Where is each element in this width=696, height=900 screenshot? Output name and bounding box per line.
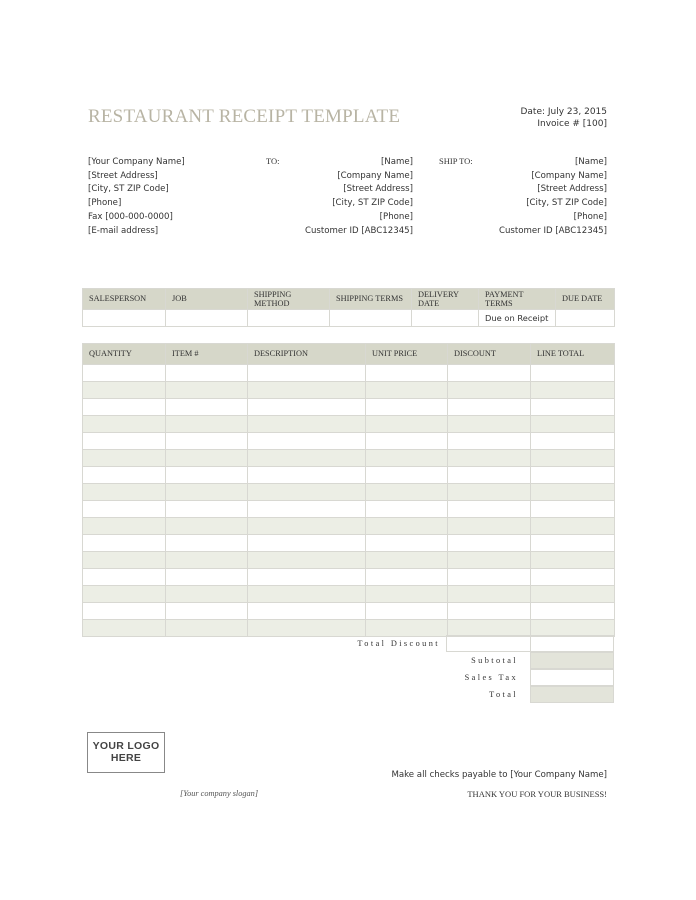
- to-line: Customer ID [ABC12345]: [304, 225, 413, 236]
- item-cell[interactable]: [366, 569, 448, 586]
- item-cell[interactable]: [166, 450, 248, 467]
- terms-cell[interactable]: [412, 310, 479, 327]
- item-cell[interactable]: [448, 399, 531, 416]
- to-line: [Phone]: [379, 211, 413, 222]
- terms-header: JOB: [166, 289, 248, 310]
- item-cell[interactable]: [83, 484, 166, 501]
- items-header: ITEM #: [166, 344, 248, 365]
- total-discount-label: Total Discount: [357, 639, 440, 648]
- item-cell[interactable]: [448, 569, 531, 586]
- item-cell[interactable]: [531, 365, 615, 382]
- item-cell[interactable]: [166, 569, 248, 586]
- sender-line: [City, ST ZIP Code]: [88, 184, 169, 195]
- item-cell[interactable]: [448, 484, 531, 501]
- item-cell[interactable]: [166, 535, 248, 552]
- thank-you-note: THANK YOU FOR YOUR BUSINESS!: [467, 789, 607, 799]
- item-cell[interactable]: [83, 450, 166, 467]
- item-cell[interactable]: [166, 501, 248, 518]
- item-cell[interactable]: [166, 433, 248, 450]
- total-discount-line-field[interactable]: [530, 635, 614, 652]
- subtotal-label: Subtotal: [471, 656, 518, 665]
- items-header: QUANTITY: [83, 344, 166, 365]
- terms-cell[interactable]: [556, 310, 615, 327]
- item-cell[interactable]: [531, 552, 615, 569]
- sender-line: [Phone]: [88, 198, 122, 209]
- item-cell[interactable]: [83, 620, 166, 637]
- total-discount-row: [82, 635, 614, 652]
- item-cell[interactable]: [166, 603, 248, 620]
- sender-address: [88, 156, 185, 238]
- item-cell[interactable]: [531, 399, 615, 416]
- total-label: Total: [489, 690, 518, 699]
- sales-tax-field[interactable]: [530, 669, 614, 686]
- item-cell[interactable]: [166, 552, 248, 569]
- items-header: UNIT PRICE: [366, 344, 448, 365]
- table-row: [83, 552, 615, 569]
- logo-text: HERE: [110, 752, 142, 764]
- table-row: [83, 382, 615, 399]
- item-cell[interactable]: [83, 399, 166, 416]
- item-cell[interactable]: [366, 416, 448, 433]
- terms-header-row: [83, 289, 615, 310]
- terms-cell[interactable]: [248, 310, 330, 327]
- terms-header: DELIVERY DATE: [412, 289, 479, 310]
- ship-line: [City, ST ZIP Code]: [526, 198, 607, 209]
- items-header: DISCOUNT: [448, 344, 531, 365]
- terms-cell[interactable]: [83, 310, 166, 327]
- item-cell[interactable]: [83, 501, 166, 518]
- item-cell[interactable]: [248, 382, 366, 399]
- terms-value-row: [83, 310, 615, 327]
- logo-text: YOUR LOGO: [92, 740, 160, 752]
- item-cell[interactable]: [448, 518, 531, 535]
- item-cell[interactable]: [448, 467, 531, 484]
- item-cell[interactable]: [366, 586, 448, 603]
- item-cell[interactable]: [248, 552, 366, 569]
- item-cell[interactable]: [448, 620, 531, 637]
- table-row: [83, 484, 615, 501]
- item-cell[interactable]: [248, 501, 366, 518]
- item-cell[interactable]: [166, 620, 248, 637]
- items-header: DESCRIPTION: [248, 344, 366, 365]
- ship-to-address: [499, 156, 607, 238]
- item-cell[interactable]: [531, 433, 615, 450]
- sender-line: [Street Address]: [88, 170, 158, 181]
- item-cell[interactable]: [248, 586, 366, 603]
- item-cell[interactable]: [366, 382, 448, 399]
- item-cell[interactable]: [531, 382, 615, 399]
- item-cell[interactable]: [531, 450, 615, 467]
- terms-header: SALESPERSON: [83, 289, 166, 310]
- item-cell[interactable]: [448, 603, 531, 620]
- item-cell[interactable]: [366, 501, 448, 518]
- item-cell[interactable]: [83, 586, 166, 603]
- item-cell[interactable]: [448, 552, 531, 569]
- item-cell[interactable]: [531, 603, 615, 620]
- table-row: [83, 433, 615, 450]
- table-row: [83, 603, 615, 620]
- item-cell[interactable]: [366, 535, 448, 552]
- item-cell[interactable]: [448, 586, 531, 603]
- subtotal-row: [82, 652, 614, 669]
- date-text: Date: July 23, 2015: [520, 107, 607, 117]
- items-table: [82, 343, 615, 637]
- terms-table: [82, 288, 615, 327]
- item-cell[interactable]: [248, 484, 366, 501]
- item-cell[interactable]: [448, 535, 531, 552]
- item-cell[interactable]: [531, 586, 615, 603]
- item-cell[interactable]: [248, 433, 366, 450]
- item-cell[interactable]: [83, 416, 166, 433]
- sales-tax-row: [82, 669, 614, 686]
- item-cell[interactable]: [531, 535, 615, 552]
- terms-header: SHIPPING METHOD: [248, 289, 330, 310]
- table-row: [83, 399, 615, 416]
- company-slogan: [Your company slogan]: [180, 789, 259, 798]
- ship-line: [Street Address]: [537, 184, 607, 195]
- table-row: [83, 535, 615, 552]
- logo-placeholder: [87, 732, 165, 773]
- to-line: [City, ST ZIP Code]: [332, 198, 413, 209]
- items-body: [83, 365, 615, 637]
- item-cell[interactable]: [166, 518, 248, 535]
- item-cell[interactable]: [166, 484, 248, 501]
- item-cell[interactable]: [366, 484, 448, 501]
- item-cell[interactable]: [366, 620, 448, 637]
- item-cell[interactable]: [248, 518, 366, 535]
- total-row: [82, 686, 614, 703]
- payable-note: Make all checks payable to [Your Company Name]: [391, 770, 607, 780]
- terms-cell[interactable]: Due on Receipt: [479, 310, 556, 327]
- item-cell[interactable]: [166, 416, 248, 433]
- invoice-number: Invoice # [100]: [537, 119, 607, 129]
- sender-line: [Your Company Name]: [88, 157, 185, 167]
- item-cell[interactable]: [248, 535, 366, 552]
- table-row: [83, 467, 615, 484]
- table-row: [83, 450, 615, 467]
- item-cell[interactable]: [83, 518, 166, 535]
- item-cell[interactable]: [83, 382, 166, 399]
- item-cell[interactable]: [248, 450, 366, 467]
- item-cell[interactable]: [83, 365, 166, 382]
- total-field[interactable]: [530, 686, 614, 703]
- item-cell[interactable]: [166, 365, 248, 382]
- document-title: RESTAURANT RECEIPT TEMPLATE: [88, 106, 401, 127]
- item-cell[interactable]: [83, 552, 166, 569]
- ship-line: [Name]: [574, 157, 607, 167]
- item-cell[interactable]: [248, 620, 366, 637]
- terms-header: PAYMENT TERMS: [479, 289, 556, 310]
- to-line: [Company Name]: [337, 170, 413, 181]
- item-cell[interactable]: [448, 382, 531, 399]
- sender-line: Fax [000-000-0000]: [88, 211, 173, 222]
- item-cell[interactable]: [83, 535, 166, 552]
- item-cell[interactable]: [248, 603, 366, 620]
- item-cell[interactable]: [531, 518, 615, 535]
- total-discount-field[interactable]: [446, 635, 530, 652]
- terms-header: SHIPPING TERMS: [330, 289, 412, 310]
- item-cell[interactable]: [166, 382, 248, 399]
- table-row: [83, 518, 615, 535]
- item-cell[interactable]: [248, 467, 366, 484]
- item-cell[interactable]: [166, 399, 248, 416]
- terms-header: DUE DATE: [556, 289, 615, 310]
- item-cell[interactable]: [448, 501, 531, 518]
- terms-cell[interactable]: [166, 310, 248, 327]
- item-cell[interactable]: [366, 399, 448, 416]
- item-cell[interactable]: [83, 467, 166, 484]
- to-line: [Name]: [380, 157, 413, 167]
- item-cell[interactable]: [448, 365, 531, 382]
- item-cell[interactable]: [366, 552, 448, 569]
- to-line: [Street Address]: [343, 184, 413, 195]
- table-row: [83, 365, 615, 382]
- table-row: [83, 620, 615, 637]
- item-cell[interactable]: [448, 450, 531, 467]
- item-cell[interactable]: [248, 416, 366, 433]
- table-row: [83, 416, 615, 433]
- table-row: [83, 586, 615, 603]
- item-cell[interactable]: [448, 433, 531, 450]
- sales-tax-label: Sales Tax: [464, 673, 518, 682]
- ship-to-label: SHIP TO:: [439, 156, 473, 166]
- item-cell[interactable]: [366, 450, 448, 467]
- totals-section: [82, 635, 614, 703]
- item-cell[interactable]: [83, 433, 166, 450]
- item-cell[interactable]: [83, 603, 166, 620]
- ship-line: Customer ID [ABC12345]: [498, 225, 607, 236]
- to-label: TO:: [266, 156, 280, 166]
- item-cell[interactable]: [366, 433, 448, 450]
- to-address: [305, 156, 413, 238]
- items-header-row: [83, 344, 615, 365]
- subtotal-field[interactable]: [530, 652, 614, 669]
- item-cell[interactable]: [531, 416, 615, 433]
- item-cell[interactable]: [531, 484, 615, 501]
- item-cell[interactable]: [366, 603, 448, 620]
- table-row: [83, 501, 615, 518]
- item-cell[interactable]: [531, 620, 615, 637]
- sender-line: [E-mail address]: [88, 225, 159, 236]
- ship-line: [Phone]: [573, 211, 607, 222]
- item-cell[interactable]: [448, 416, 531, 433]
- item-cell[interactable]: [248, 399, 366, 416]
- item-cell[interactable]: [166, 467, 248, 484]
- date-invoice-block: [520, 106, 607, 130]
- item-cell[interactable]: [531, 569, 615, 586]
- items-header: LINE TOTAL: [531, 344, 615, 365]
- item-cell[interactable]: [366, 467, 448, 484]
- item-cell[interactable]: [83, 569, 166, 586]
- item-cell[interactable]: [248, 365, 366, 382]
- table-row: [83, 569, 615, 586]
- ship-line: [Company Name]: [531, 170, 607, 181]
- item-cell[interactable]: [531, 501, 615, 518]
- terms-cell[interactable]: [330, 310, 412, 327]
- item-cell[interactable]: [366, 518, 448, 535]
- item-cell[interactable]: [248, 569, 366, 586]
- item-cell[interactable]: [166, 586, 248, 603]
- item-cell[interactable]: [366, 365, 448, 382]
- item-cell[interactable]: [531, 467, 615, 484]
